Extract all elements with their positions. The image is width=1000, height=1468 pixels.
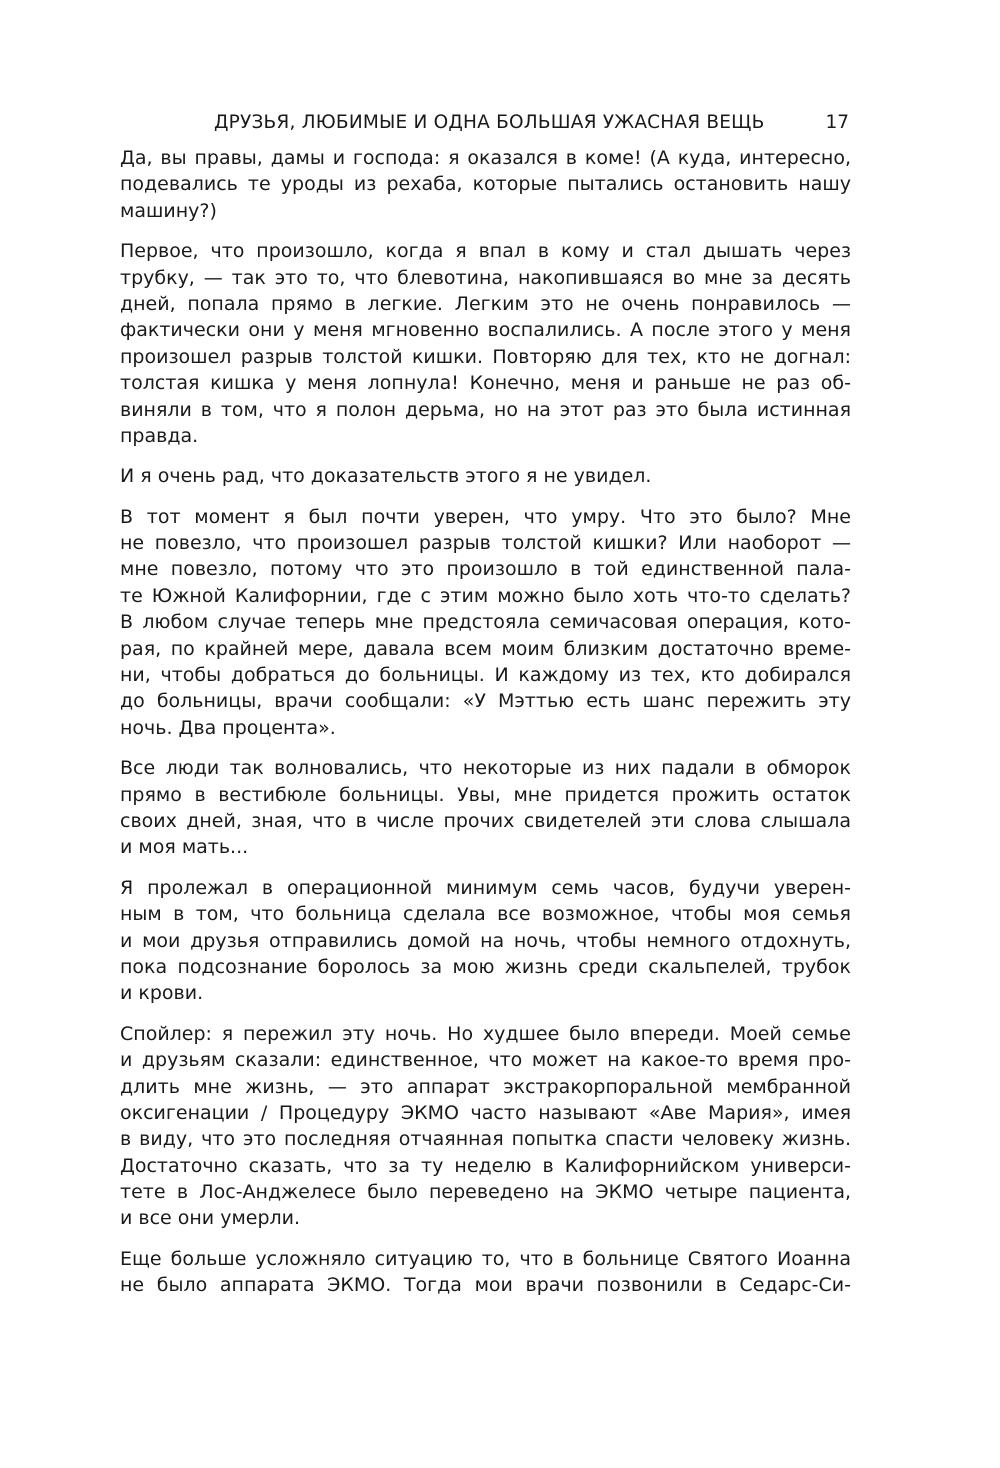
text-line: ни, чтобы добраться до больницы. И каждому из тех, кто добирался (120, 664, 851, 687)
running-title: ДРУЗЬЯ, ЛЮБИМЫЕ И ОДНА БОЛЬШАЯ УЖАСНАЯ ВЕЩЬ (214, 112, 765, 133)
text-line: длить мне жизнь, — это аппарат экстракорпоральной мембранной (120, 1075, 851, 1098)
text-line: и друзьям сказали: единственное, что может на какое-то время про- (120, 1049, 851, 1072)
text-line: Достаточно сказать, что за ту неделю в Калифорнийском универси- (120, 1154, 851, 1177)
text-line: в виду, что это последняя отчаянная попытка спасти человеку жизнь. (120, 1128, 851, 1151)
text-line: подевались те уроды из рехаба, которые пытались остановить нашу (120, 173, 851, 196)
text-line: И я очень рад, что доказательств этого я не увидел. (120, 465, 652, 488)
text-line: не было аппарата ЭКМО. Тогда мои врачи позвонили в Седарс-Си- (120, 1274, 851, 1297)
text-line: не повезло, что произошел разрыв толстой кишки? Или наоборот — (120, 532, 851, 555)
text-line: Еще больше усложняло ситуацию то, что в больнице Святого Иоанна (120, 1247, 851, 1270)
text-line: до больницы, врачи сообщали: «У Мэттью есть шанс пережить эту (120, 690, 851, 713)
paragraph (120, 145, 851, 224)
text-line: и крови. (120, 982, 204, 1005)
text-line: Я пролежал в операционной минимум семь часов, будучи уверен- (120, 876, 851, 899)
running-header (120, 110, 851, 136)
text-line: своих дней, зная, что в числе прочих свидетелей эти слова слышала (120, 809, 851, 832)
text-line: прямо в вестибюле больницы. Увы, мне придется прожить остаток (120, 783, 851, 806)
text-line: толстая кишка у меня лопнула! Конечно, меня и раньше не раз об- (120, 372, 851, 395)
text-line: оксигенации / Процедуру ЭКМО часто называют «Аве Мария», имея (120, 1101, 851, 1124)
text-line: тете в Лос-Анджелесе было переведено на ЭКМО четыре пациента, (120, 1181, 851, 1204)
paragraph (120, 1246, 851, 1299)
text-line: фактически они у меня мгновенно воспалились. А после этого у меня (120, 319, 851, 342)
paragraph (120, 238, 851, 449)
paragraph (120, 463, 851, 489)
text-line: правда. (120, 424, 199, 447)
paragraph (120, 755, 851, 861)
body-text (120, 145, 851, 1313)
text-line: мне повезло, потому что это произошло в той единственной пала- (120, 558, 851, 581)
paragraph (120, 875, 851, 1007)
text-line: ночь. Два процента». (120, 716, 336, 739)
paragraph (120, 504, 851, 742)
text-line: трубку, — так это то, что блевотина, накопившаяся во мне за десять (120, 266, 851, 289)
text-line: произошел разрыв толстой кишки. Повторяю для тех, кто не догнал: (120, 345, 851, 368)
text-line: пока подсознание боролось за мою жизнь среди скальпелей, трубок (120, 955, 851, 978)
paragraph (120, 1021, 851, 1232)
text-line: те Южной Калифорнии, где с этим можно было хоть что-то сделать? (120, 584, 851, 607)
text-line: рая, по крайней мере, давала всем моим близким достаточно време- (120, 637, 851, 660)
text-line: Первое, что произошло, когда я впал в кому и стал дышать через (120, 240, 851, 263)
text-line: Да, вы правы, дамы и господа: я оказался в коме! (А куда, интересно, (120, 147, 851, 169)
text-line: Все люди так волновались, что некоторые из них падали в обморок (120, 757, 851, 780)
text-line: В тот момент я был почти уверен, что умру. Что это было? Мне (120, 505, 851, 528)
text-line: и моя мать... (120, 836, 249, 859)
text-line: виняли в том, что я полон дерьма, но на этот раз это была истинная (120, 398, 851, 421)
page-number: 17 (825, 112, 849, 133)
text-line: дней, попала прямо в легкие. Легким это не очень понравилось — (120, 292, 851, 315)
text-line: и все они умерли. (120, 1207, 301, 1230)
text-line: В любом случае теперь мне предстояла семичасовая операция, кото- (120, 611, 851, 634)
text-line: Спойлер: я пережил эту ночь. Но худшее было впереди. Моей семье (120, 1022, 851, 1045)
text-line: и мои друзья отправились домой на ночь, чтобы немного отдохнуть, (120, 929, 851, 952)
text-line: ным в том, что больница сделала все возможное, чтобы моя семья (120, 903, 851, 926)
text-line: машину?) (120, 199, 217, 222)
